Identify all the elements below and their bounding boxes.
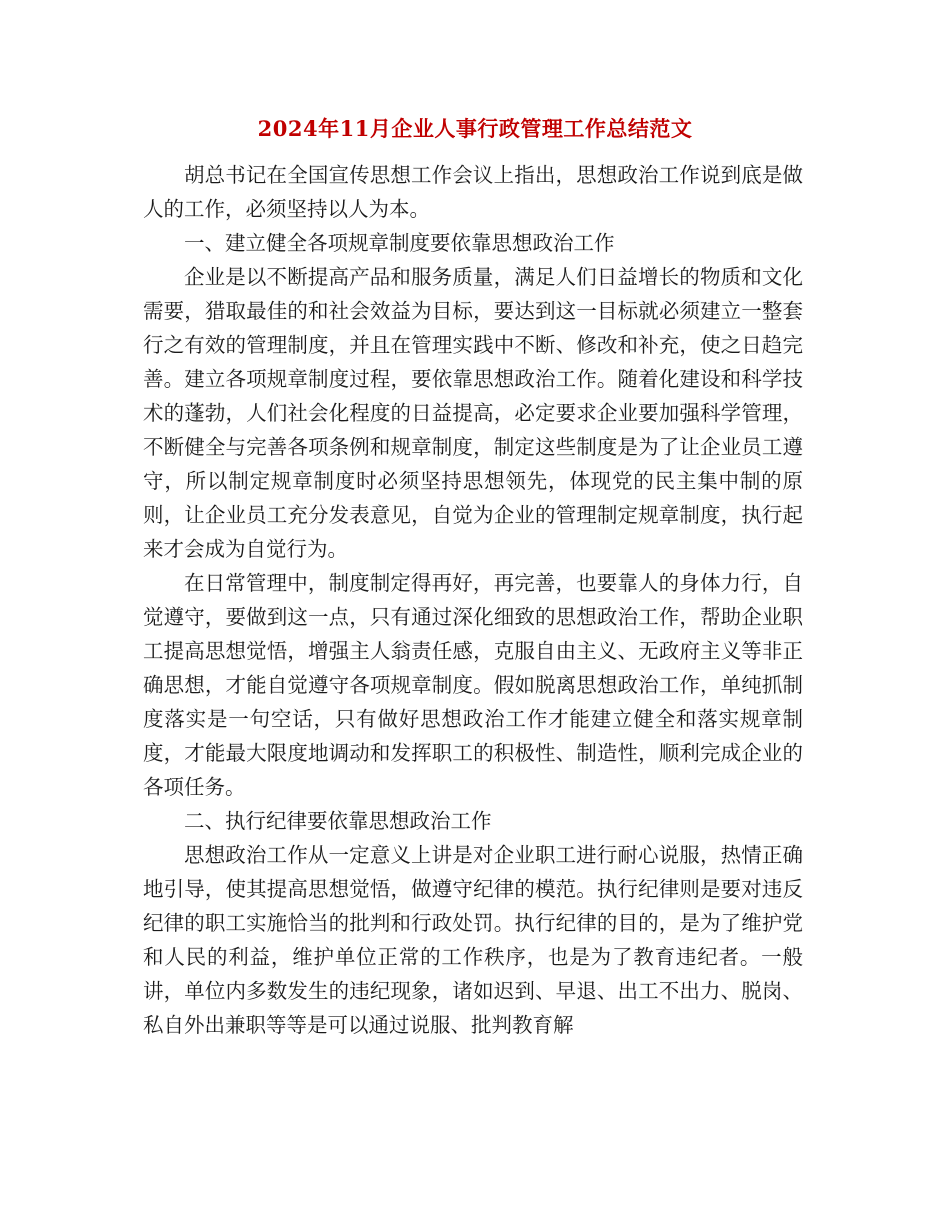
document-title: 2024年11月企业人事行政管理工作总结范文 <box>257 116 693 141</box>
section-heading-2: 二、执行纪律要依靠思想政治工作 <box>184 809 492 833</box>
section-heading-1: 一、建立健全各项规章制度要依靠思想政治工作 <box>184 231 615 255</box>
paragraph-section-1-b: 在日常管理中，制度制定得再好，再完善，也要靠人的身体力行，自觉遵守，要做到这一点，只有通过深化细致的思想政治工作，帮助企业职工提高思想觉悟，增强主人翁责任感，克服自由主义、无政府主义等非正确思想，才能自觉遵守各项规章制度。假如脱离思想政治工作，单纯抓制度落实是一句空话，只有做好思想政治工作才能建立健全和落实规章制度，才能最大限度地调动和发挥职工的积极性、制造性，顺利完成企业的各项任务。 <box>143 571 803 799</box>
document-body <box>143 158 803 1042</box>
paragraph-section-1-a: 企业是以不断提高产品和服务质量，满足人们日益增长的物质和文化需要，猎取最佳的和社会效益为目标，要达到这一目标就必须建立一整套行之有效的管理制度，并且在管理实践中不断、修改和补充，使之日趋完善。建立各项规章制度过程，要依靠思想政治工作。随着化建设和科学技术的蓬勃，人们社会化程度的日益提高，必定要求企业要加强科学管理，不断健全与完善各项条例和规章制度，制定这些制度是为了让企业员工遵守，所以制定规章制度时必须坚持思想领先，体现党的民主集中制的原则，让企业员工充分发表意见，自觉为企业的管理制定规章制度，执行起来才会成为自觉行为。 <box>143 265 803 561</box>
paragraph-section-2-a: 思想政治工作从一定意义上讲是对企业职工进行耐心说服，热情正确地引导，使其提高思想觉悟，做遵守纪律的模范。执行纪律则是要对违反纪律的职工实施恰当的批判和行政处罚。执行纪律的目的，是为了维护党和人民的利益，维护单位正常的工作秩序，也是为了教育违纪者。一般讲，单位内多数发生的违纪现象，诸如迟到、早退、出工不出力、脱岗、私自外出兼职等等是可以通过说服、批判教育解 <box>143 843 803 1037</box>
paragraph-intro: 胡总书记在全国宣传思想工作会议上指出，思想政治工作说到底是做人的工作，必须坚持以人为本。 <box>143 163 803 221</box>
